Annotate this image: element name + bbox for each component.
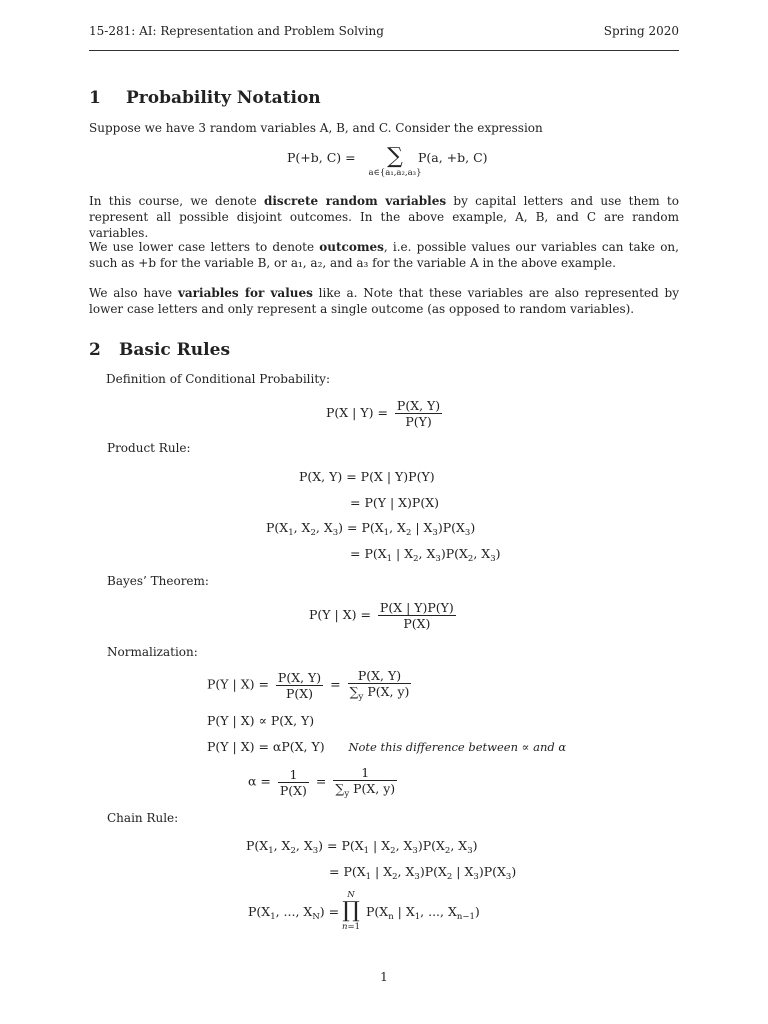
bayes-theorem-label: Bayes’ Theorem: <box>107 574 209 588</box>
section-2-title: Basic Rules <box>119 340 231 360</box>
page-number: 1 <box>380 970 388 984</box>
pi-symbol: ∏ <box>342 898 360 923</box>
conditional-probability-label: Definition of Conditional Probability: <box>106 372 330 386</box>
section-2-heading <box>89 340 230 360</box>
marginal-eq-right: P(a, +b, C) <box>418 150 488 165</box>
section-2-number: 2 <box>89 340 101 360</box>
p2-text-b: by capital letters and use them to represent all possible disjoint outcomes. In the above example, A, B, and C are random variables. <box>89 194 679 240</box>
section-1-paragraph-3 <box>89 239 679 271</box>
normalization-label: Normalization: <box>107 645 198 659</box>
conditional-probability-equation: P(X | Y) = $\frac{P(X, Y)}{P(Y)}$ <box>326 398 441 429</box>
chain-rule-line-1: $P(X_1$, $X_2$, $X_3) = P(X_1$ | $X_2$, $X_3)P(X_2$, $X_3$) <box>246 838 478 856</box>
product-lower-limit: n=1 <box>341 922 360 932</box>
section-1-intro: Suppose we have 3 random variables A, B, and C. Consider the expression <box>89 121 543 135</box>
summation-operator <box>365 146 425 178</box>
section-1-paragraph-4 <box>89 285 679 317</box>
p4-bold-term: variables for values <box>177 286 313 300</box>
p3-text-a: We use lower case letters to denote <box>89 240 315 254</box>
running-header-course: 15-281: AI: Representation and Problem Solving <box>89 24 384 38</box>
normalization-line-3: P(Y | X) = αP(X, Y) Note this difference between ∝ and α <box>207 739 567 754</box>
chain-rule-label: Chain Rule: <box>107 811 179 825</box>
bayes-theorem-equation: P(Y | X) = $\frac{P(X | Y)P(Y)}{P(X)}$ <box>309 600 454 631</box>
product-upper-limit: N <box>347 890 355 900</box>
p2-text-a: In this course, we denote <box>89 194 257 208</box>
p4-text-b: like a. Note that these variables are also represented by lower case letters and only represent a single outcome (as opposed to random variables). <box>89 286 679 316</box>
p4-text-a: We also have <box>89 286 173 300</box>
sigma-symbol: ∑ <box>387 144 403 169</box>
p2-bold-term: discrete random variables <box>263 194 447 208</box>
marginal-eq-left: P(+b, C) = <box>287 150 356 165</box>
summation-limits: a∈{a₁,a₂,a₃} <box>368 168 422 178</box>
product-operator <box>338 890 364 932</box>
product-rule-line-2: = P(Y | X)P(X) <box>350 495 439 510</box>
section-1-number: 1 <box>89 88 101 108</box>
p3-text-b: , i.e. possible values our variables can take on, such as +b for the variable B, or a₁, a₂, and a₃ for the variable A in the above example. <box>89 240 679 270</box>
chain-rule-general-right: $P(X_n$ | $X_1$, ..., $X_{n-1}$) <box>366 904 480 922</box>
section-1-paragraph-2 <box>89 193 679 241</box>
product-rule-line-3: $P(X_1$, $X_2$, $X_3) = P(X_1$, $X_2$ | $X_3)P(X_3)$ <box>266 520 476 538</box>
product-rule-label: Product Rule: <box>107 441 191 455</box>
normalization-line-2: P(Y | X) ∝ P(X, Y) <box>207 713 315 728</box>
section-1-title: Probability Notation <box>126 88 321 108</box>
normalization-line-1: P(Y | X) = $\frac{P(X, Y)}{P(X)}$ = $\frac{P(X, Y)}{\sum_y P(X, y)}$ <box>207 668 410 702</box>
chain-rule-line-2: = $P(X_1$ | $X_2$, $X_3)P(X_2$ | $X_3)P(X_3)$ <box>329 864 517 882</box>
p3-bold-term: outcomes <box>319 240 384 254</box>
running-header-term: Spring 2020 <box>603 24 679 38</box>
header-rule <box>89 50 679 51</box>
normalization-note: Note this difference between ∝ and α <box>348 740 567 754</box>
product-rule-line-1: P(X, Y) = P(X | Y)P(Y) <box>299 469 435 484</box>
normalization-line-4: α = $\frac{1}{P(X)}$ = $\frac{1}{\sum_y P(X, y)}$ <box>248 765 396 799</box>
section-1-heading <box>89 88 321 108</box>
product-rule-line-4: = $P(X_1$ | $X_2$, $X_3)P(X_2$, $X_3$) <box>350 546 501 564</box>
chain-rule-general-left: $P(X_1$, ..., $X_N$) = <box>248 904 340 922</box>
